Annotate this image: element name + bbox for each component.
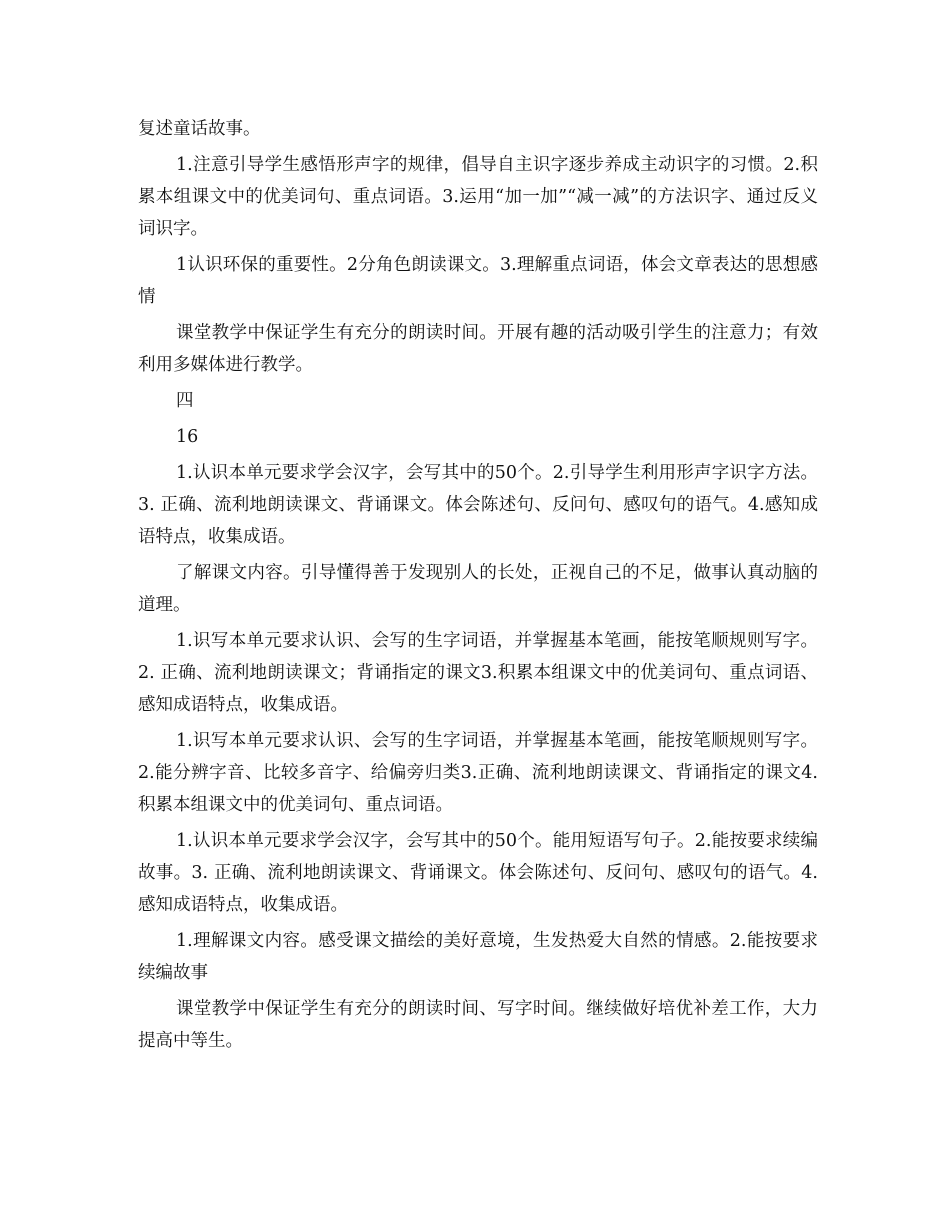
paragraph-3: 1认识环保的重要性。2分角色朗读课文。3.理解重点词语，体会文章表达的思想感情 <box>138 255 818 307</box>
paragraph-2: 1.注意引导学生感悟形声字的规律，倡导自主识字逐步养成主动识字的习惯。2.积累本组课文中的优美词句、重点词语。3.运用“加一加”“减一减”的方法识字、通过反义词识字。 <box>138 155 818 239</box>
paragraph-8: 了解课文内容。引导懂得善于发现别人的长处，正视自己的不足，做事认真动脑的道理。 <box>138 563 818 615</box>
paragraph-11: 1.认识本单元要求学会汉字，会写其中的50个。能用短语写句子。2.能按要求续编故事。3. 正确、流利地朗读课文、背诵课文。体会陈述句、反问句、感叹句的语气。4.感知成语特点，收集成语。 <box>138 831 818 915</box>
paragraph-7: 1.认识本单元要求学会汉字，会写其中的50个。2.引导学生利用形声字识字方法。3. 正确、流利地朗读课文、背诵课文。体会陈述句、反问句、感叹句的语气。4.感知成语特点，收集成语。 <box>138 463 818 547</box>
paragraph-4: 课堂教学中保证学生有充分的朗读时间。开展有趣的活动吸引学生的注意力；有效利用多媒体进行教学。 <box>138 323 818 375</box>
paragraph-13: 课堂教学中保证学生有充分的朗读时间、写字时间。继续做好培优补差工作，大力提高中等生。 <box>138 999 818 1051</box>
document-body <box>138 113 818 1061</box>
paragraph-9: 1.识写本单元要求认识、会写的生字词语，并掌握基本笔画，能按笔顺规则写字。2. 正确、流利地朗读课文；背诵指定的课文3.积累本组课文中的优美词句、重点词语、感知成语特点，收集成语。 <box>138 631 818 715</box>
paragraph-5: 四 <box>176 391 194 411</box>
paragraph-1: 复述童话故事。 <box>138 119 261 139</box>
paragraph-10: 1.识写本单元要求认识、会写的生字词语，并掌握基本笔画，能按笔顺规则写字。2.能分辨字音、比较多音字、给偏旁归类3.正确、流利地朗读课文、背诵指定的课文4.积累本组课文中的优美词句、重点词语。 <box>138 731 818 815</box>
paragraph-12: 1.理解课文内容。感受课文描绘的美好意境，生发热爱大自然的情感。2.能按要求续编故事 <box>138 931 818 983</box>
paragraph-6: 16 <box>176 427 199 447</box>
